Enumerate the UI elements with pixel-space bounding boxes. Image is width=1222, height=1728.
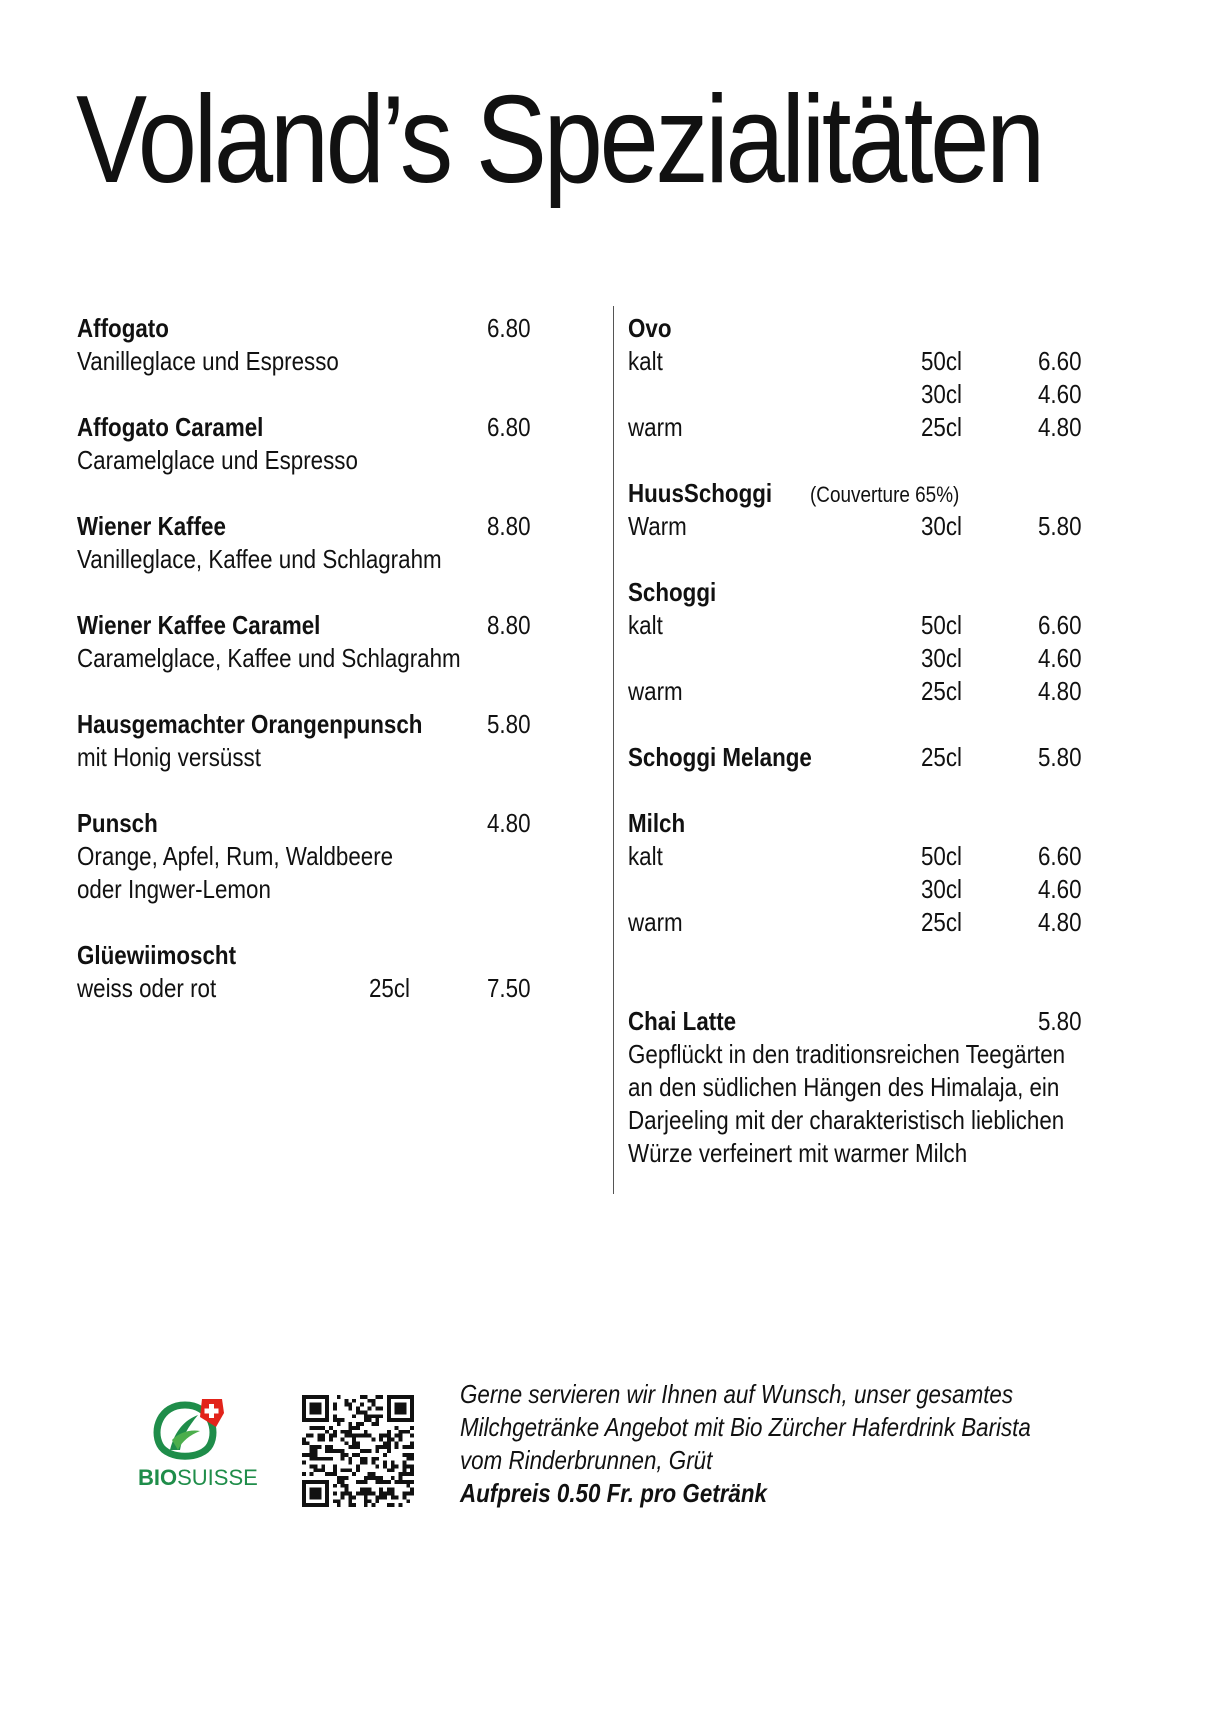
variant-size: 30cl [921, 643, 963, 673]
variant-size: 25cl [921, 676, 963, 706]
variant-label: warm [628, 907, 683, 937]
item-description: Darjeeling mit der charakteristisch lieblichen [628, 1105, 1065, 1135]
bud-logo-icon [130, 1395, 240, 1465]
variant-row [628, 378, 1168, 411]
item-name: Ovo [628, 313, 672, 343]
item-price: 8.80 [487, 610, 531, 640]
variant-row [628, 873, 1168, 906]
item-description: an den südlichen Hängen des Himalaja, ein [628, 1072, 1060, 1102]
item-description: mit Honig versüsst [77, 742, 261, 772]
item-description: Orange, Apfel, Rum, Waldbeere [77, 841, 394, 871]
item-description: Vanilleglace und Espresso [77, 346, 339, 376]
menu-item-wiener-kaffee-caramel [77, 609, 547, 642]
variant-size: 30cl [921, 511, 963, 541]
variant-price: 6.60 [1038, 610, 1082, 640]
variant-size: 50cl [921, 346, 963, 376]
menu-item-punsch [77, 807, 547, 840]
variant-label: warm [628, 676, 683, 706]
qr-code-icon[interactable] [302, 1395, 414, 1507]
variant-size: 25cl [921, 907, 963, 937]
menu-item-milch [628, 807, 1168, 840]
item-description: Vanilleglace, Kaffee und Schlagrahm [77, 544, 442, 574]
variant-price: 4.60 [1038, 874, 1082, 904]
right-menu-column [628, 312, 1168, 1170]
variant-row [628, 345, 1168, 378]
variant-price: 4.80 [1038, 907, 1082, 937]
variant-label: Warm [628, 511, 687, 541]
footer-line: Milchgetränke Angebot mit Bio Zürcher Haferdrink Barista [460, 1412, 1031, 1442]
variant-label: kalt [628, 346, 663, 376]
item-size: 25cl [369, 973, 411, 1003]
variant-price: 6.60 [1038, 346, 1082, 376]
column-divider [613, 306, 614, 1194]
item-price: 7.50 [487, 973, 531, 1003]
left-menu-column [77, 312, 547, 1005]
variant-price: 4.60 [1038, 379, 1082, 409]
item-description: Caramelglace, Kaffee und Schlagrahm [77, 643, 461, 673]
item-name: Glüewiimoscht [77, 940, 237, 970]
variant-price: 4.80 [1038, 412, 1082, 442]
page-title: Voland’s Spezialitäten [76, 71, 1042, 209]
item-name: HuusSchoggi [628, 478, 773, 508]
item-price: 6.80 [487, 313, 531, 343]
variant-price: 6.60 [1038, 841, 1082, 871]
item-price: 5.80 [1038, 742, 1082, 772]
footer-note [460, 1378, 1124, 1510]
item-name: Punsch [77, 808, 158, 838]
item-price: 6.80 [487, 412, 531, 442]
menu-item-affogato [77, 312, 547, 345]
variant-size: 30cl [921, 379, 963, 409]
variant-size: 50cl [921, 610, 963, 640]
item-name: Schoggi [628, 577, 717, 607]
item-description: Gepflückt in den traditionsreichen Teegärten [628, 1039, 1066, 1069]
variant-price: 4.80 [1038, 676, 1082, 706]
menu-item-orangenpunsch [77, 708, 547, 741]
menu-item-glueewiimoscht [77, 939, 547, 972]
variant-row [628, 906, 1168, 939]
variant-label: warm [628, 412, 683, 442]
menu-item-schoggi [628, 576, 1168, 609]
item-description: weiss oder rot [77, 973, 217, 1003]
menu-item-ovo [628, 312, 1168, 345]
item-name: Wiener Kaffee Caramel [77, 610, 321, 640]
item-name: Hausgemachter Orangenpunsch [77, 709, 423, 739]
menu-item-chai-latte [628, 1005, 1168, 1038]
variant-row [628, 609, 1168, 642]
footer-line: Gerne servieren wir Ihnen auf Wunsch, unser gesamtes [460, 1379, 1014, 1409]
variant-row [628, 840, 1168, 873]
menu-item-schoggi-melange [628, 741, 1168, 774]
item-size: 25cl [921, 742, 963, 772]
surcharge-note: Aufpreis 0.50 Fr. pro Getränk [460, 1478, 767, 1508]
variant-size: 30cl [921, 874, 963, 904]
menu-item-wiener-kaffee [77, 510, 547, 543]
item-description: oder Ingwer-Lemon [77, 874, 271, 904]
item-price: 4.80 [487, 808, 531, 838]
item-description: Würze verfeinert mit warmer Milch [628, 1138, 968, 1168]
variant-row [628, 675, 1168, 708]
variant-label: kalt [628, 610, 663, 640]
variant-label: kalt [628, 841, 663, 871]
variant-size: 50cl [921, 841, 963, 871]
biosuisse-logo [130, 1395, 260, 1505]
variant-row [628, 411, 1168, 444]
item-name: Wiener Kaffee [77, 511, 226, 541]
item-name: Schoggi Melange [628, 742, 812, 772]
variant-row [628, 642, 1168, 675]
item-price: 8.80 [487, 511, 531, 541]
item-description: Caramelglace und Espresso [77, 445, 358, 475]
item-price: 5.80 [487, 709, 531, 739]
variant-row [628, 510, 1168, 543]
item-price: 5.80 [1038, 1006, 1082, 1036]
variant-size: 25cl [921, 412, 963, 442]
item-name: Chai Latte [628, 1006, 737, 1036]
menu-item-huusschoggi [628, 477, 1168, 510]
biosuisse-wordmark: BIOSUISSE [138, 1465, 258, 1490]
footer-line: vom Rinderbrunnen, Grüt [460, 1445, 713, 1475]
menu-item-affogato-caramel [77, 411, 547, 444]
item-name: Milch [628, 808, 686, 838]
variant-price: 5.80 [1038, 511, 1082, 541]
item-name: Affogato Caramel [77, 412, 264, 442]
item-name: Affogato [77, 313, 169, 343]
item-note: (Couverture 65%) [809, 482, 959, 507]
variant-price: 4.60 [1038, 643, 1082, 673]
